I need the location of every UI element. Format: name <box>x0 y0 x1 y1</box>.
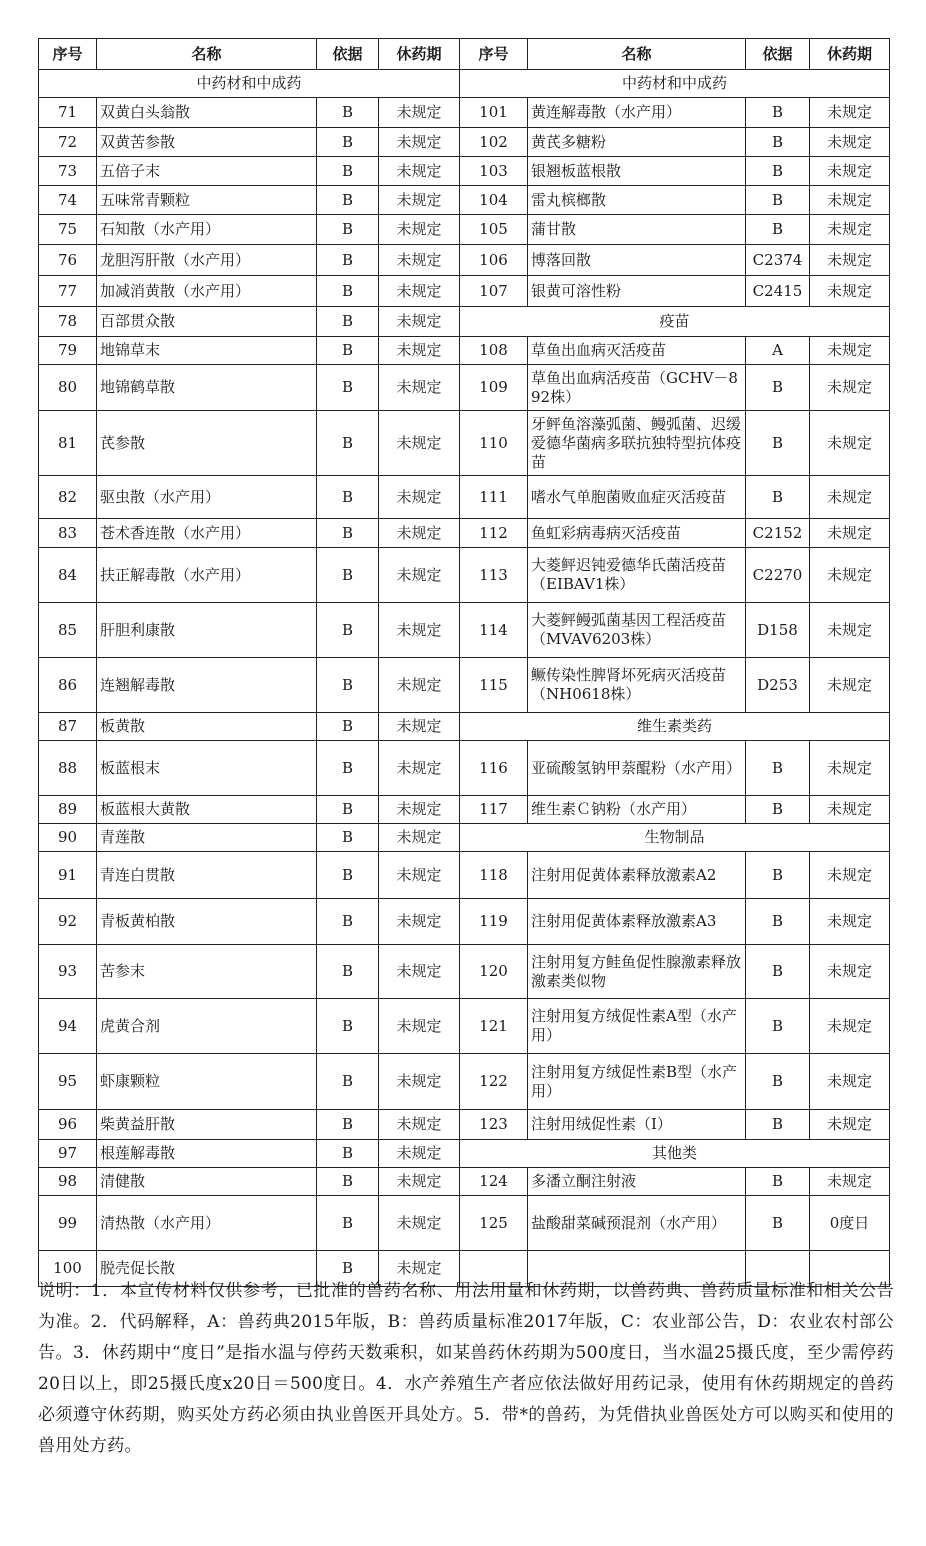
drug-name-cell: 亚硫酸氢钠甲萘醌粉（水产用） <box>528 741 746 796</box>
serial-number-cell: 79 <box>39 337 97 365</box>
drug-name-cell: 多潘立酮注射液 <box>528 1168 746 1196</box>
withdrawal-period-cell: 未规定 <box>810 741 890 796</box>
serial-number-cell: 109 <box>460 365 528 411</box>
basis-code-cell: B <box>317 713 379 741</box>
serial-number-cell: 95 <box>39 1054 97 1110</box>
drug-name-cell: 注射用促黄体素释放激素A2 <box>528 852 746 899</box>
serial-number-cell: 94 <box>39 999 97 1054</box>
withdrawal-period-cell: 未规定 <box>810 98 890 128</box>
header-name-left: 名称 <box>97 39 317 70</box>
drug-name-cell: 龙胆泻肝散（水产用） <box>97 245 317 276</box>
table-row <box>39 519 890 548</box>
withdrawal-period-cell: 未规定 <box>810 276 890 307</box>
withdrawal-period-cell: 未规定 <box>810 186 890 215</box>
table-row <box>39 741 890 796</box>
withdrawal-period-cell: 未规定 <box>379 157 460 186</box>
serial-number-cell: 78 <box>39 307 97 337</box>
basis-code-cell: B <box>317 1251 379 1287</box>
drug-name-cell: 五倍子末 <box>97 157 317 186</box>
withdrawal-period-cell: 未规定 <box>810 476 890 519</box>
table-row <box>39 1196 890 1251</box>
table-row <box>39 186 890 215</box>
table-row <box>39 476 890 519</box>
drug-name-cell: 注射用促黄体素释放激素A3 <box>528 899 746 945</box>
serial-number-cell: 96 <box>39 1110 97 1140</box>
basis-code-cell: B <box>317 365 379 411</box>
basis-code-cell: B <box>746 1196 810 1251</box>
withdrawal-period-cell: 未规定 <box>379 411 460 476</box>
basis-code-cell: C2152 <box>746 519 810 548</box>
withdrawal-period-cell: 未规定 <box>810 899 890 945</box>
table-row <box>39 215 890 245</box>
drug-name-cell: 雷丸槟榔散 <box>528 186 746 215</box>
header-period-left: 休药期 <box>379 39 460 70</box>
withdrawal-period-cell: 未规定 <box>379 852 460 899</box>
serial-number-cell: 97 <box>39 1140 97 1168</box>
table-row <box>39 824 890 852</box>
basis-code-cell: B <box>317 1168 379 1196</box>
drug-name-cell: 石知散（水产用） <box>97 215 317 245</box>
basis-code-cell: B <box>317 548 379 603</box>
withdrawal-period-cell: 未规定 <box>379 1168 460 1196</box>
table-row <box>39 1140 890 1168</box>
withdrawal-period-cell: 未规定 <box>810 157 890 186</box>
drug-name-cell: 加减消黄散（水产用） <box>97 276 317 307</box>
withdrawal-period-cell: 未规定 <box>810 658 890 713</box>
serial-number-cell: 76 <box>39 245 97 276</box>
header-basis-right: 依据 <box>746 39 810 70</box>
drug-name-cell: 双黄白头翁散 <box>97 98 317 128</box>
serial-number-cell: 87 <box>39 713 97 741</box>
drug-name-cell: 注射用复方绒促性素B型（水产用） <box>528 1054 746 1110</box>
drug-name-cell: 注射用绒促性素（Ⅰ） <box>528 1110 746 1140</box>
section-heading: 疫苗 <box>460 307 890 337</box>
table-row <box>39 999 890 1054</box>
basis-code-cell: B <box>746 1054 810 1110</box>
drug-name-cell: 根莲解毒散 <box>97 1140 317 1168</box>
withdrawal-period-cell: 未规定 <box>810 365 890 411</box>
basis-code-cell: B <box>317 276 379 307</box>
header-name-right: 名称 <box>528 39 746 70</box>
drug-name-cell: 芪参散 <box>97 411 317 476</box>
serial-number-cell: 85 <box>39 603 97 658</box>
withdrawal-period-cell: 未规定 <box>810 1168 890 1196</box>
basis-code-cell: D253 <box>746 658 810 713</box>
drug-name-cell: 大菱鲆迟钝爱德华氏菌活疫苗（EIBAV1株） <box>528 548 746 603</box>
serial-number-cell: 77 <box>39 276 97 307</box>
withdrawal-period-cell: 未规定 <box>810 796 890 824</box>
serial-number-cell: 123 <box>460 1110 528 1140</box>
serial-number-cell: 119 <box>460 899 528 945</box>
withdrawal-period-cell: 未规定 <box>379 741 460 796</box>
serial-number-cell: 120 <box>460 945 528 999</box>
drug-name-cell: 苦参末 <box>97 945 317 999</box>
withdrawal-period-cell: 未规定 <box>379 128 460 157</box>
drug-name-cell: 草鱼出血病灭活疫苗 <box>528 337 746 365</box>
serial-number-cell: 101 <box>460 98 528 128</box>
section-heading: 中药材和中成药 <box>39 70 460 98</box>
drug-name-cell: 博落回散 <box>528 245 746 276</box>
note-text: 说明：1．本宣传材料仅供参考，已批准的兽药名称、用法用量和休药期，以兽药典、兽药质量标准和相关公告为准。2．代码解释，A：兽药典2015年版，B：兽药质量标准2017年版，C：农业部公告，D：农业农村部公告。3．休药期中“度日”是指水温与停药天数乘积，如某兽药休药期为500度日，当水温25摄氏度，至少需停药20日以上，即25摄氏度x20日＝500度日。4．水产养殖生产者应依法做好用药记录，使用有休药期规定的兽药必须遵守休药期，购买处方药必须由执业兽医开具处方。5．带*的兽药，为凭借执业兽医处方可以购买和使用的兽用处方药。 <box>38 1281 894 1456</box>
withdrawal-period-cell: 0度日 <box>810 1196 890 1251</box>
serial-number-cell: 118 <box>460 852 528 899</box>
section-heading: 其他类 <box>460 1140 890 1168</box>
serial-number-cell: 86 <box>39 658 97 713</box>
basis-code-cell: B <box>317 796 379 824</box>
withdrawal-period-cell: 未规定 <box>379 796 460 824</box>
drug-name-cell: 盐酸甜菜碱预混剂（水产用） <box>528 1196 746 1251</box>
withdrawal-period-cell: 未规定 <box>379 215 460 245</box>
basis-code-cell: B <box>317 519 379 548</box>
drug-name-cell: 驱虫散（水产用） <box>97 476 317 519</box>
serial-number-cell: 72 <box>39 128 97 157</box>
serial-number-cell: 113 <box>460 548 528 603</box>
serial-number-cell: 71 <box>39 98 97 128</box>
basis-code-cell: B <box>317 899 379 945</box>
drug-name-cell: 百部贯众散 <box>97 307 317 337</box>
basis-code-cell: B <box>746 741 810 796</box>
withdrawal-period-cell: 未规定 <box>379 658 460 713</box>
withdrawal-period-cell: 未规定 <box>379 945 460 999</box>
drug-name-cell: 牙鲆鱼溶藻弧菌、鳗弧菌、迟缓爱德华菌病多联抗独特型抗体疫苗 <box>528 411 746 476</box>
withdrawal-period-cell: 未规定 <box>810 245 890 276</box>
drug-name-cell: 黄芪多糖粉 <box>528 128 746 157</box>
serial-number-cell: 88 <box>39 741 97 796</box>
drug-name-cell: 蒲甘散 <box>528 215 746 245</box>
serial-number-cell: 99 <box>39 1196 97 1251</box>
drug-name-cell: 板蓝根大黄散 <box>97 796 317 824</box>
withdrawal-period-cell: 未规定 <box>379 519 460 548</box>
drug-name-cell: 清健散 <box>97 1168 317 1196</box>
serial-number-cell: 90 <box>39 824 97 852</box>
basis-code-cell: B <box>746 1110 810 1140</box>
header-no-right: 序号 <box>460 39 528 70</box>
withdrawal-period-cell: 未规定 <box>379 365 460 411</box>
drug-name-cell: 板黄散 <box>97 713 317 741</box>
basis-code-cell: B <box>317 1054 379 1110</box>
serial-number-cell: 103 <box>460 157 528 186</box>
basis-code-cell: B <box>317 1196 379 1251</box>
serial-number-cell: 84 <box>39 548 97 603</box>
header-period-right: 休药期 <box>810 39 890 70</box>
withdrawal-period-cell: 未规定 <box>379 337 460 365</box>
drug-name-cell: 双黄苦参散 <box>97 128 317 157</box>
table-row <box>39 365 890 411</box>
withdrawal-period-cell: 未规定 <box>810 337 890 365</box>
table-row <box>39 603 890 658</box>
serial-number-cell: 91 <box>39 852 97 899</box>
basis-code-cell: B <box>317 741 379 796</box>
withdrawal-period-cell: 未规定 <box>379 276 460 307</box>
basis-code-cell: B <box>746 98 810 128</box>
basis-code-cell: B <box>317 245 379 276</box>
drug-name-cell: 肝胆利康散 <box>97 603 317 658</box>
basis-code-cell: B <box>317 98 379 128</box>
serial-number-cell: 104 <box>460 186 528 215</box>
drug-name-cell: 柴黄益肝散 <box>97 1110 317 1140</box>
serial-number-cell: 116 <box>460 741 528 796</box>
serial-number-cell: 110 <box>460 411 528 476</box>
table-row <box>39 307 890 337</box>
drug-name-cell: 黄连解毒散（水产用） <box>528 98 746 128</box>
serial-number-cell: 82 <box>39 476 97 519</box>
withdrawal-period-cell: 未规定 <box>379 603 460 658</box>
drug-name-cell: 鳜传染性脾肾坏死病灭活疫苗（NH0618株） <box>528 658 746 713</box>
withdrawal-period-cell: 未规定 <box>810 945 890 999</box>
table-row <box>39 796 890 824</box>
serial-number-cell: 105 <box>460 215 528 245</box>
drug-name-cell: 维生素Ｃ钠粉（水产用） <box>528 796 746 824</box>
drug-name-cell: 连翘解毒散 <box>97 658 317 713</box>
basis-code-cell: B <box>317 824 379 852</box>
serial-number-cell: 102 <box>460 128 528 157</box>
withdrawal-period-cell: 未规定 <box>379 713 460 741</box>
withdrawal-period-cell: 未规定 <box>379 824 460 852</box>
serial-number-cell: 73 <box>39 157 97 186</box>
drug-name-cell: 注射用复方绒促性素A型（水产用） <box>528 999 746 1054</box>
withdrawal-period-cell: 未规定 <box>379 1196 460 1251</box>
basis-code-cell: B <box>317 186 379 215</box>
drug-name-cell: 嗜水气单胞菌败血症灭活疫苗 <box>528 476 746 519</box>
basis-code-cell: B <box>746 365 810 411</box>
drug-name-cell: 苍术香连散（水产用） <box>97 519 317 548</box>
basis-code-cell: A <box>746 337 810 365</box>
basis-code-cell: B <box>746 186 810 215</box>
drug-name-cell: 扶正解毒散（水产用） <box>97 548 317 603</box>
table-row <box>39 276 890 307</box>
table-row <box>39 245 890 276</box>
serial-number-cell: 107 <box>460 276 528 307</box>
drug-name-cell: 银黄可溶性粉 <box>528 276 746 307</box>
basis-code-cell: B <box>317 215 379 245</box>
drug-name-cell: 青连白贯散 <box>97 852 317 899</box>
table-row <box>39 337 890 365</box>
serial-number-cell: 114 <box>460 603 528 658</box>
table-row <box>39 128 890 157</box>
drug-name-cell: 板蓝根末 <box>97 741 317 796</box>
drug-name-cell: 鱼虹彩病毒病灭活疫苗 <box>528 519 746 548</box>
withdrawal-period-cell: 未规定 <box>810 548 890 603</box>
withdrawal-period-cell: 未规定 <box>379 899 460 945</box>
withdrawal-period-cell: 未规定 <box>379 98 460 128</box>
basis-code-cell: B <box>317 852 379 899</box>
drug-name-cell: 注射用复方鲑鱼促性腺激素释放激素类似物 <box>528 945 746 999</box>
basis-code-cell: B <box>317 307 379 337</box>
table-body <box>39 70 890 1287</box>
basis-code-cell: B <box>317 157 379 186</box>
serial-number-cell: 98 <box>39 1168 97 1196</box>
table-row <box>39 945 890 999</box>
table-row <box>39 899 890 945</box>
table-row <box>39 157 890 186</box>
withdrawal-period-cell: 未规定 <box>810 852 890 899</box>
basis-code-cell: D158 <box>746 603 810 658</box>
withdrawal-period-cell: 未规定 <box>379 548 460 603</box>
basis-code-cell: B <box>317 1140 379 1168</box>
serial-number-cell: 74 <box>39 186 97 215</box>
drug-name-cell: 脱壳促长散 <box>97 1251 317 1287</box>
basis-code-cell: B <box>746 899 810 945</box>
basis-code-cell: C2374 <box>746 245 810 276</box>
withdrawal-period-cell: 未规定 <box>810 999 890 1054</box>
withdrawal-period-cell: 未规定 <box>379 1140 460 1168</box>
basis-code-cell: B <box>746 852 810 899</box>
withdrawal-period-cell: 未规定 <box>379 186 460 215</box>
basis-code-cell: B <box>746 945 810 999</box>
drug-name-cell: 虎黄合剂 <box>97 999 317 1054</box>
withdrawal-period-cell: 未规定 <box>810 128 890 157</box>
table-row <box>39 411 890 476</box>
serial-number-cell: 100 <box>39 1251 97 1287</box>
basis-code-cell: B <box>317 128 379 157</box>
drug-name-cell: 青板黄柏散 <box>97 899 317 945</box>
serial-number-cell: 80 <box>39 365 97 411</box>
basis-code-cell: B <box>746 476 810 519</box>
drug-name-cell: 地锦草末 <box>97 337 317 365</box>
table-row <box>39 98 890 128</box>
serial-number-cell: 81 <box>39 411 97 476</box>
table-row <box>39 713 890 741</box>
section-heading: 中药材和中成药 <box>460 70 890 98</box>
withdrawal-period-cell: 未规定 <box>810 1110 890 1140</box>
serial-number-cell: 75 <box>39 215 97 245</box>
basis-code-cell: B <box>317 337 379 365</box>
basis-code-cell: B <box>746 999 810 1054</box>
basis-code-cell: B <box>317 476 379 519</box>
basis-code-cell: B <box>746 128 810 157</box>
section-heading: 维生素类药 <box>460 713 890 741</box>
basis-code-cell: B <box>317 658 379 713</box>
header-no-left: 序号 <box>39 39 97 70</box>
drug-name-cell: 草鱼出血病活疫苗（GCHV－892株） <box>528 365 746 411</box>
withdrawal-period-cell: 未规定 <box>379 307 460 337</box>
serial-number-cell: 108 <box>460 337 528 365</box>
basis-code-cell: B <box>317 603 379 658</box>
table-header-row <box>39 39 890 70</box>
serial-number-cell: 83 <box>39 519 97 548</box>
basis-code-cell: B <box>317 999 379 1054</box>
header-basis-left: 依据 <box>317 39 379 70</box>
serial-number-cell: 125 <box>460 1196 528 1251</box>
drug-name-cell: 清热散（水产用） <box>97 1196 317 1251</box>
drug-name-cell: 银翘板蓝根散 <box>528 157 746 186</box>
serial-number-cell: 122 <box>460 1054 528 1110</box>
serial-number-cell: 112 <box>460 519 528 548</box>
serial-number-cell: 92 <box>39 899 97 945</box>
table-row <box>39 852 890 899</box>
basis-code-cell: C2270 <box>746 548 810 603</box>
serial-number-cell: 89 <box>39 796 97 824</box>
serial-number-cell: 93 <box>39 945 97 999</box>
drug-name-cell: 五味常青颗粒 <box>97 186 317 215</box>
table-row <box>39 1054 890 1110</box>
basis-code-cell: B <box>746 157 810 186</box>
withdrawal-period-cell: 未规定 <box>379 1054 460 1110</box>
withdrawal-period-cell: 未规定 <box>379 1110 460 1140</box>
table-row <box>39 548 890 603</box>
basis-code-cell: B <box>746 215 810 245</box>
table-row <box>39 658 890 713</box>
explanatory-note <box>38 1276 894 1462</box>
withdrawal-period-cell: 未规定 <box>379 245 460 276</box>
withdrawal-period-cell: 未规定 <box>379 1251 460 1287</box>
basis-code-cell: B <box>746 411 810 476</box>
basis-code-cell: C2415 <box>746 276 810 307</box>
table-row <box>39 1110 890 1140</box>
basis-code-cell: B <box>746 796 810 824</box>
drug-withdrawal-table <box>38 38 890 1287</box>
withdrawal-period-cell: 未规定 <box>810 603 890 658</box>
table-row <box>39 70 890 98</box>
serial-number-cell: 117 <box>460 796 528 824</box>
withdrawal-period-cell: 未规定 <box>810 411 890 476</box>
drug-name-cell: 大菱鲆鳗弧菌基因工程活疫苗（MVAV6203株） <box>528 603 746 658</box>
withdrawal-period-cell: 未规定 <box>810 215 890 245</box>
serial-number-cell: 111 <box>460 476 528 519</box>
basis-code-cell: B <box>317 1110 379 1140</box>
serial-number-cell: 106 <box>460 245 528 276</box>
withdrawal-period-cell: 未规定 <box>810 519 890 548</box>
basis-code-cell: B <box>317 945 379 999</box>
serial-number-cell: 115 <box>460 658 528 713</box>
serial-number-cell: 124 <box>460 1168 528 1196</box>
withdrawal-period-cell: 未规定 <box>379 999 460 1054</box>
withdrawal-period-cell: 未规定 <box>379 476 460 519</box>
drug-name-cell: 虾康颗粒 <box>97 1054 317 1110</box>
basis-code-cell: B <box>317 411 379 476</box>
basis-code-cell: B <box>746 1168 810 1196</box>
drug-name-cell: 地锦鹤草散 <box>97 365 317 411</box>
withdrawal-period-cell: 未规定 <box>810 1054 890 1110</box>
table-row <box>39 1168 890 1196</box>
drug-table-container <box>38 38 889 1287</box>
serial-number-cell: 121 <box>460 999 528 1054</box>
drug-name-cell: 青莲散 <box>97 824 317 852</box>
section-heading: 生物制品 <box>460 824 890 852</box>
